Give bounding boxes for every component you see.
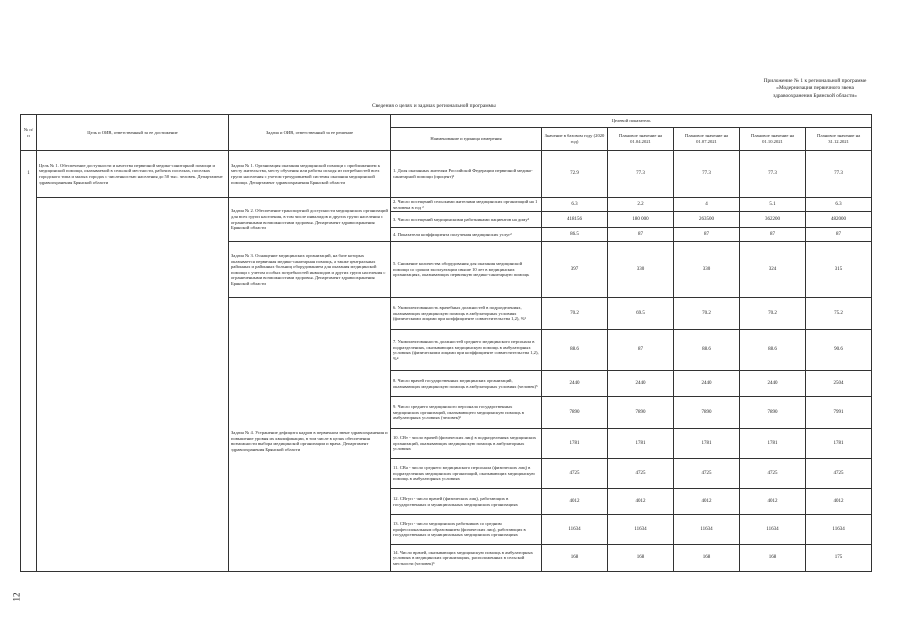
goal-cell: Цель № 1. Обеспечение доступности и качества первичной медико-санитарной помощи и медицинской помощи, оказываемой в сельской местности, рабочих поселках, поселках городского типа и малых городах с численностью населения до 50 тыс. человек. Департамент здравоохранения Брянской области xyxy=(37,151,229,198)
appendix-line-3: здравоохранения Брянской области» xyxy=(773,92,857,99)
base-value: 88.6 xyxy=(542,330,608,371)
plan-value-jul: 1781 xyxy=(674,429,740,459)
plan-value-apr: 77.3 xyxy=(608,151,674,198)
plan-value-apr: 69.5 xyxy=(608,298,674,330)
plan-value-oct: 2440 xyxy=(740,371,806,397)
plan-value-dec: 175 xyxy=(806,545,872,572)
base-value: 70.2 xyxy=(542,298,608,330)
base-value: 6.3 xyxy=(542,198,608,212)
task-cell-3: Задача № 3. Оснащение медицинских организаций, на базе которых оказывается первичная медико-санитарная помощь, а также центральных районных и районных больниц оборудованием для оказания медицинской помощи с учетом особых потребностей инвалидов и других групп населения с ограниченными возможностями здоровья. Департамент здравоохранения Брянской области xyxy=(229,242,391,298)
plan-value-jul: 7890 xyxy=(674,397,740,429)
plan-value-oct: 87 xyxy=(740,228,806,242)
plan-value-apr: 4012 xyxy=(608,489,674,515)
plan-value-dec: 315 xyxy=(806,242,872,298)
indicator-name: 14. Число врачей, оказывающих медицинскую помощь в амбулаторных условиях в медицинских организациях, расположенных в сельской местности (человек)⁶ xyxy=(391,545,542,572)
header-goal: Цель и ОИВ, ответственный за ее достижение xyxy=(37,115,229,151)
indicator-name: 11. CВа - число среднего медицинского персонала (физических лиц) в подразделениях медицинских организаций, оказывающих медицинскую помощь в амбулаторных условиях xyxy=(391,459,542,489)
plan-value-apr: 87 xyxy=(608,330,674,371)
appendix-line-1: Приложение № 1 к региональной программе xyxy=(763,78,867,84)
plan-value-apr: 2.2 xyxy=(608,198,674,212)
plan-value-apr: 330 xyxy=(608,242,674,298)
base-value: 4012 xyxy=(542,489,608,515)
base-value: 4725 xyxy=(542,459,608,489)
plan-value-apr: 2440 xyxy=(608,371,674,397)
header-indicator-name: Наименование и единица измерения xyxy=(391,128,542,151)
plan-value-oct: 88.6 xyxy=(740,330,806,371)
indicator-name: 9. Число среднего медицинского персонала государственных медицинских организаций, оказывающего медицинскую помощь в амбулаторных условиях (человек)⁶ xyxy=(391,397,542,429)
plan-value-apr: 4725 xyxy=(608,459,674,489)
plan-value-dec: 11634 xyxy=(806,515,872,545)
header-plan-dec: Плановое значение на 31.12.2021 xyxy=(806,128,872,151)
base-value: 397 xyxy=(542,242,608,298)
indicator-name: 13. CВгуп - число медицинских работников со средним профессиональным образованием (физических лиц), работающих в государственных и муниципальных медицинских организациях xyxy=(391,515,542,545)
plan-value-oct: 324 xyxy=(740,242,806,298)
header-plan-jul: Плановое значение на 01.07.2021 xyxy=(674,128,740,151)
plan-value-jul: 77.3 xyxy=(674,151,740,198)
indicator-name: 7. Укомплектованность должностей среднего медицинского персонала в подразделениях, оказывающих медицинскую помощь в амбулаторных условиях (физическими лицами при коэффициенте совместительства 1,2), %⁴ xyxy=(391,330,542,371)
task-cell-2: Задача № 2. Обеспечение транспортной доступности медицинских организаций для всех групп населения, в том числе инвалидов и других групп населения с ограниченными возможностями здоровья. Департамент здравоохранения Брянской области xyxy=(229,198,391,242)
base-value: 168 xyxy=(542,545,608,572)
plan-value-oct: 5.1 xyxy=(740,198,806,212)
plan-value-dec: 7991 xyxy=(806,397,872,429)
base-value: 86.5 xyxy=(542,228,608,242)
base-value: 7890 xyxy=(542,397,608,429)
header-plan-oct: Плановое значение на 01.10.2021 xyxy=(740,128,806,151)
indicator-name: 12. CВгуп - число врачей (физических лиц), работающих в государственных и муниципальных медицинских организациях xyxy=(391,489,542,515)
indicator-name: 1. Доля оказанных жителям Российской Федерации первичной медико-санитарной помощи (процент)¹ xyxy=(391,151,542,198)
table-caption: Сведения о целях и задачах региональной программы xyxy=(372,103,496,109)
plan-value-oct: 70.2 xyxy=(740,298,806,330)
plan-value-dec: 75.2 xyxy=(806,298,872,330)
indicator-name: 3. Число посещений медицинскими работниками пациентов на дому² xyxy=(391,212,542,228)
plan-value-dec: 4012 xyxy=(806,489,872,515)
base-value: 72.9 xyxy=(542,151,608,198)
plan-value-oct: 7890 xyxy=(740,397,806,429)
plan-value-oct: 4725 xyxy=(740,459,806,489)
base-value: 11634 xyxy=(542,515,608,545)
plan-value-jul: 4 xyxy=(674,198,740,212)
plan-value-jul: 88.6 xyxy=(674,330,740,371)
plan-value-oct: 168 xyxy=(740,545,806,572)
plan-value-oct: 362200 xyxy=(740,212,806,228)
plan-value-dec: 482000 xyxy=(806,212,872,228)
table-row xyxy=(21,198,872,212)
header-target-indicator: Целевой показатель xyxy=(391,115,872,128)
plan-value-dec: 6.3 xyxy=(806,198,872,212)
indicator-name: 5. Снижение количества оборудования для оказания медицинской помощи со сроком эксплуатации свыше 10 лет в медицинских организациях, оказывающих первичную медико-санитарную помощь xyxy=(391,242,542,298)
plan-value-oct: 77.3 xyxy=(740,151,806,198)
indicator-name: 4. Показатели коэффициента получения медицинских услуг² xyxy=(391,228,542,242)
appendix-note xyxy=(735,78,895,100)
plan-value-dec: 87 xyxy=(806,228,872,242)
header-base-value: Значение в базовом году (2020 год) xyxy=(542,128,608,151)
plan-value-jul: 4725 xyxy=(674,459,740,489)
plan-value-dec: 2504 xyxy=(806,371,872,397)
goals-table xyxy=(20,114,872,572)
plan-value-oct: 1781 xyxy=(740,429,806,459)
indicator-name: 10. CВт - число врачей (физических лиц) в подразделениях медицинских организаций, оказывающих медицинскую помощь в амбулаторных условиях xyxy=(391,429,542,459)
plan-value-jul: 11634 xyxy=(674,515,740,545)
plan-value-jul: 2440 xyxy=(674,371,740,397)
plan-value-apr: 11634 xyxy=(608,515,674,545)
plan-value-jul: 263500 xyxy=(674,212,740,228)
plan-value-dec: 1781 xyxy=(806,429,872,459)
header-task: Задача и ОИВ, ответственный за ее решение xyxy=(229,115,391,151)
base-value: 1781 xyxy=(542,429,608,459)
row-number: 1 xyxy=(21,151,37,572)
plan-value-apr: 87 xyxy=(608,228,674,242)
base-value: 2440 xyxy=(542,371,608,397)
plan-value-oct: 4012 xyxy=(740,489,806,515)
header-no: № п/п xyxy=(21,115,37,151)
base-value: 418156 xyxy=(542,212,608,228)
indicator-name: 8. Число врачей государственных медицинских организаций, оказывающих медицинскую помощь в амбулаторных условиях (человек)⁵ xyxy=(391,371,542,397)
plan-value-apr: 7890 xyxy=(608,397,674,429)
indicator-name: 2. Число посещений сельскими жителями медицинских организаций на 1 человека в год ² xyxy=(391,198,542,212)
header-plan-apr: Плановое значение на 01.04.2021 xyxy=(608,128,674,151)
plan-value-jul: 87 xyxy=(674,228,740,242)
indicator-name: 6. Укомплектованность врачебных должностей в подразделениях, оказывающих медицинскую помощь в амбулаторных условиях (физическими лицами при коэффициенте совместительства 1,2), %³ xyxy=(391,298,542,330)
task-cell-4: Задача № 4. Устранение дефицита кадров в первичном звене здравоохранения и повышение уровня их квалификации, в том числе в целях обеспечения возможности выбора медицинской организации и врача. Департамент здравоохранения Брянской области xyxy=(229,298,391,572)
plan-value-apr: 180 000 xyxy=(608,212,674,228)
task-cell-1: Задача № 1. Организация оказания медицинской помощи с приближением к месту жительства, месту обучения или работы исходя из потребностей всех групп населения с учетом трехуровневой системы оказания медицинской помощи. Департамент здравоохранения Брянской области xyxy=(229,151,391,198)
goal-cell-continued xyxy=(37,198,229,572)
appendix-line-2: «Модернизация первичного звена xyxy=(776,85,854,92)
plan-value-apr: 168 xyxy=(608,545,674,572)
plan-value-jul: 168 xyxy=(674,545,740,572)
plan-value-dec: 77.3 xyxy=(806,151,872,198)
table-row xyxy=(21,151,872,198)
plan-value-jul: 330 xyxy=(674,242,740,298)
plan-value-jul: 70.2 xyxy=(674,298,740,330)
plan-value-jul: 4012 xyxy=(674,489,740,515)
plan-value-apr: 1781 xyxy=(608,429,674,459)
plan-value-dec: 90.6 xyxy=(806,330,872,371)
page-number: 12 xyxy=(11,592,22,602)
plan-value-oct: 11634 xyxy=(740,515,806,545)
plan-value-dec: 4725 xyxy=(806,459,872,489)
